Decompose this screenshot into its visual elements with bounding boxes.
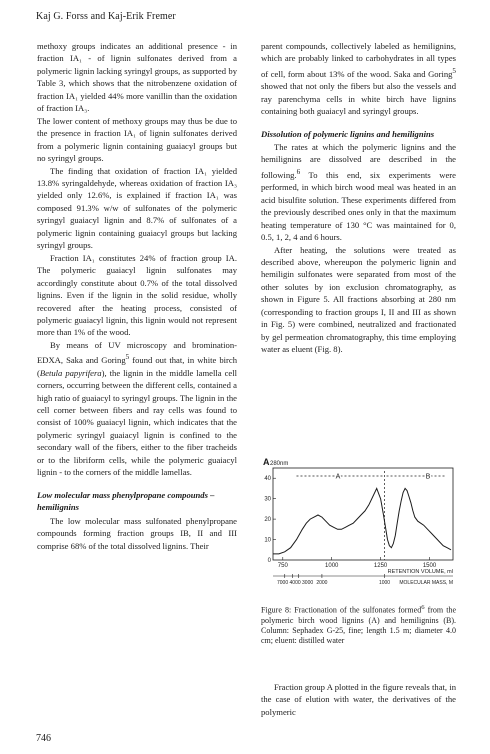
wavelength-label: 280nm	[270, 461, 289, 467]
text-run: showed that not only the fibers but also the vessels and ray parenchyma cells in white birch have lignins containing both guaiacyl and syringyl groups.	[261, 81, 456, 117]
text-run: To this end, six experiments were performed, in which birch wood meal was heated in an acid bisulfite solution. These experiments differed from the previously described ones only in that the maximum heating temperature of 130 °C was maintained for 0, 0.5, 1, 2, 4 and 6 hours.	[261, 169, 456, 243]
text-run: from the polymeric birch wood lignins (A) and hemilignins (B). Column: Sephadex G-25, fine; length 1.5 m; diameter 4.0 cm; eluent: distilled water	[261, 605, 456, 646]
y-tick-label: 20	[264, 517, 271, 524]
plot-frame	[273, 468, 453, 560]
text-run: The rates at which the polymeric lignins and the hemilignins are dissolved are described in the following.	[261, 142, 456, 180]
running-header: Kaj G. Forss and Kaj-Erik Fremer	[36, 11, 176, 22]
paragraph: The low molecular mass sulfonated phenylpropane compounds forming fraction groups IB, II and III comprise 68% of the total dissolved lignins. Their	[37, 515, 237, 551]
section-heading: Low molecular mass phenylpropane compounds – hemilignins	[37, 489, 215, 513]
x-axis-label: RETENTION VOLUME, ml	[387, 569, 453, 575]
paragraph: Fraction group A plotted in the figure reveals that, in the case of elution with water, the derivatives of the polymeric	[261, 682, 456, 717]
y-tick-label: 40	[264, 476, 271, 483]
x-tick-label: 1500	[422, 563, 437, 569]
molecular-mass-label: MOLECULAR MASS, M	[399, 580, 453, 586]
citation-superscript: 5	[125, 353, 130, 362]
section-heading: Dissolution of polymeric lignins and hemilignins	[261, 128, 435, 139]
paragraph: methoxy groups indicates an additional presence - in fraction IA₁ - of lignin sulfonates derived from a polymeric lignin lacking syringyl groups, as supported by Table 3, which shows that the nitrobenzene oxidation of fraction IA₁ yielded 44% more vanillin than the oxidation of fraction IA₃.	[37, 41, 237, 114]
paragraph	[261, 141, 456, 243]
region-b-label: B	[425, 473, 431, 481]
x-tick-label: 1000	[325, 563, 339, 569]
y-tick-labels	[264, 476, 271, 564]
region-a-label: A	[335, 473, 341, 481]
mw-tick-label: 2000	[316, 580, 328, 586]
text-run: parent compounds, collectively labeled as hemilignins, which are probably linked to carbohydrates in all types of cell, form about 13% of the wood. Saka and Goring	[261, 41, 456, 79]
text-run: Figure 8: Fractionation of the sulfonates formed	[261, 605, 422, 615]
page-number: 746	[36, 733, 51, 744]
citation-superscript: 5	[452, 66, 456, 75]
text-run: By means of UV microscopy and bromination-EDXA, Saka and Goring	[37, 339, 237, 366]
citation-superscript: 6	[296, 167, 301, 176]
figure-caption	[261, 603, 456, 646]
text-run: ), the lignin in the middle lamella cell corners, occurring between the different cells, contained a high ratio of guaiacyl to syringyl groups. The lignin in the cell corner between fibers and ray cells was found to consist of 100% guaiacyl lignin, which indicates that the polymeric syringyl guaiacyl lignin is confined to the secondary wall of the fibers, either to the fiber tracheids or to the libriform cells, while the polymeric guaiacyl lignin - to the corners of the middle lamellas.	[37, 367, 237, 478]
text-run: found out that, in white birch (	[37, 355, 237, 378]
chromatogram-svg	[261, 456, 457, 586]
mw-tick-label: 1000	[378, 580, 391, 586]
figure-8-chart	[261, 456, 457, 586]
paragraph	[37, 339, 237, 479]
left-column	[37, 40, 237, 552]
x-tick-label: 1250	[373, 563, 388, 569]
mw-tick-label: 7000 4000 3000	[277, 580, 314, 586]
x-tick-label: 750	[277, 563, 288, 569]
paragraph: After heating, the solutions were treated as described above, whereupon the polymeric lignin and hemiligin sulfonates were separated from most of the other solutes by ion exclusion chromatography, as shown in Figure 5. All fractions absorbing at 280 nm (corresponding to fraction groups I, II and III as shown in Fig. 5) were combined, neutralized and fractionated by gel permeation chromatography, this time employing water as eluent (Fig. 8).	[261, 244, 456, 355]
citation-superscript: 6	[421, 604, 425, 611]
paragraph: The lower content of methoxy groups may thus be due to the presence in fraction IA₁ of lignin sulfonates derived from a polymeric lignin containing guaiacyl groups but no syringyl groups.	[37, 115, 237, 164]
y-tick-label: 0	[267, 558, 271, 564]
y-tick-label: 10	[264, 537, 271, 544]
paragraph: The finding that oxidation of fraction IA₁ yielded 13.8% syringaldehyde, whereas oxidation of fraction IA₃ yielded only 12.6%, is explained if fraction IA₁ was composed 91.3% w/w of sulfonates of the polymeric syringyl guaiacyl lignin and 8.7% of sulfonates of a polymeric lignin containing guaiacyl groups but lacking syringyl groups.	[37, 165, 237, 251]
paragraph	[261, 40, 456, 118]
chromatogram-trace	[273, 488, 451, 554]
figure-corner-label: A	[263, 457, 270, 467]
species-name: Betula papyrifera	[39, 367, 102, 378]
right-column	[261, 40, 456, 356]
paragraph: Fraction IA₁ constitutes 24% of fraction group IA. The polymeric guaiacyl lignin sulfonates may accordingly constitute about 0.7% of the total dissolved lignins. Even if the lignin in the solid residue, wholly recovered after the heating process, consisted of polymeric guaiacyl lignin, this lignin would not represent more than 1% of the wood.	[37, 252, 237, 338]
continuation-text	[261, 681, 456, 718]
y-tick-label: 30	[264, 496, 271, 503]
